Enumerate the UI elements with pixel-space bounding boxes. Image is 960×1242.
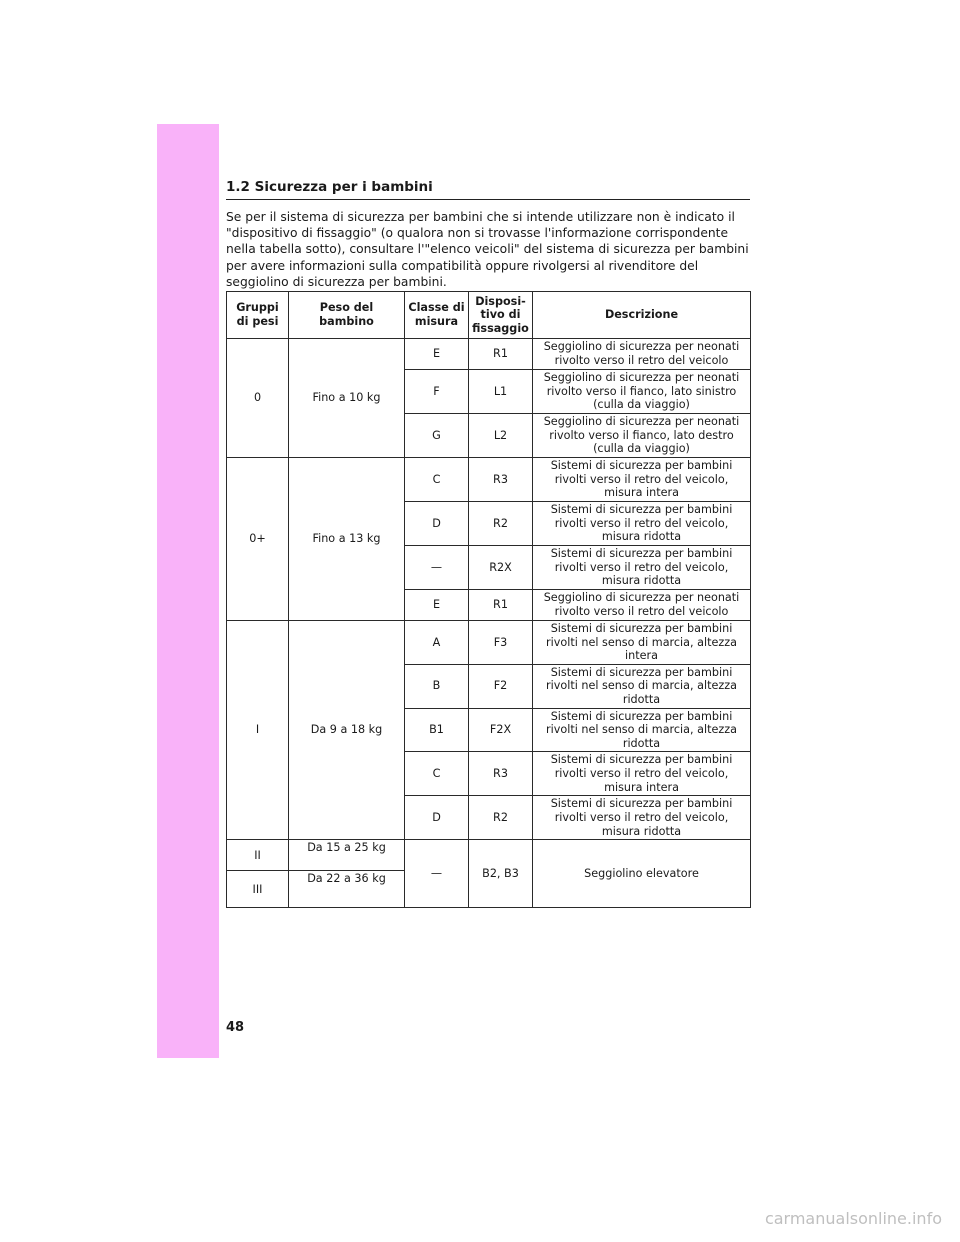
fixture-cell: R2 — [469, 796, 533, 840]
description-cell: Sistemi di sicurezza per bambini rivolti nel senso di marcia, altezza ridotta — [533, 664, 751, 708]
description-cell: Seggiolino elevatore — [533, 840, 751, 908]
table-row — [227, 621, 751, 665]
fixture-cell: R1 — [469, 590, 533, 621]
weight-group-cell: II — [227, 840, 289, 871]
footer-watermark: carmanualsonline.info — [764, 1209, 942, 1228]
weight-group-cell: I — [227, 621, 289, 840]
fixture-cell: R1 — [469, 339, 533, 370]
child-weight-cell: Da 22 a 36 kg — [289, 871, 405, 908]
fixture-cell: R2X — [469, 546, 533, 590]
child-weight-cell: Fino a 13 kg — [289, 458, 405, 621]
size-class-cell: — — [405, 546, 469, 590]
weight-group-cell: 0+ — [227, 458, 289, 621]
description-cell: Sistemi di sicurezza per bambini rivolti verso il retro del veicolo, misura intera — [533, 458, 751, 502]
size-class-cell: E — [405, 339, 469, 370]
description-cell: Sistemi di sicurezza per bambini rivolti nel senso di marcia, altezza ridotta — [533, 708, 751, 752]
description-cell: Sistemi di sicurezza per bambini rivolti nel senso di marcia, altezza intera — [533, 621, 751, 665]
isofix-table — [226, 291, 751, 908]
size-class-cell: — — [405, 840, 469, 908]
intro-paragraph: Se per il sistema di sicurezza per bambini che si intende utilizzare non è indicato il "dispositivo di fissaggio" (o qualora non si trovasse l'informazione corrispondente nella tabella sotto), consultare l'"elenco veicoli" del sistema di sicurezza per bambini per avere informazioni sulla compatibilità oppure rivolgersi al rivenditore del seggiolino di sicurezza per bambini. — [226, 210, 749, 289]
size-class-cell: G — [405, 414, 469, 458]
size-class-cell: E — [405, 590, 469, 621]
size-class-cell: D — [405, 796, 469, 840]
table-row — [227, 840, 751, 871]
fixture-cell: R2 — [469, 502, 533, 546]
fixture-cell: F2X — [469, 708, 533, 752]
child-weight-cell: Da 15 a 25 kg — [289, 840, 405, 871]
description-cell: Sistemi di sicurezza per bambini rivolti verso il retro del veicolo, misura ridotta — [533, 796, 751, 840]
description-cell: Sistemi di sicurezza per bambini rivolti verso il retro del veicolo, misura ridotta — [533, 546, 751, 590]
size-class-cell: C — [405, 752, 469, 796]
description-cell: Seggiolino di sicurezza per neonati rivolto verso il retro del veicolo — [533, 339, 751, 370]
child-weight-cell: Da 9 a 18 kg — [289, 621, 405, 840]
weight-group-cell: 0 — [227, 339, 289, 458]
size-class-cell: C — [405, 458, 469, 502]
section-title: 1.2 Sicurezza per i bambini — [226, 179, 750, 200]
size-class-cell: D — [405, 502, 469, 546]
size-class-cell: F — [405, 370, 469, 414]
fixture-cell: R3 — [469, 752, 533, 796]
fixture-cell: L1 — [469, 370, 533, 414]
table-row — [227, 339, 751, 370]
chapter-side-tab — [157, 124, 219, 1058]
table-body — [227, 339, 751, 908]
description-cell: Seggiolino di sicurezza per neonati rivolto verso il fianco, lato destro (culla da viaggio) — [533, 414, 751, 458]
fixture-cell: B2, B3 — [469, 840, 533, 908]
description-cell: Seggiolino di sicurezza per neonati rivolto verso il fianco, lato sinistro (culla da viaggio) — [533, 370, 751, 414]
description-cell: Sistemi di sicurezza per bambini rivolti verso il retro del veicolo, misura intera — [533, 752, 751, 796]
child-weight-cell: Fino a 10 kg — [289, 339, 405, 458]
size-class-cell: B — [405, 664, 469, 708]
fixture-cell: F2 — [469, 664, 533, 708]
fixture-cell: F3 — [469, 621, 533, 665]
header-size-class: Classe di misura — [405, 292, 469, 339]
fixture-cell: R3 — [469, 458, 533, 502]
weight-group-cell: III — [227, 871, 289, 908]
table-header-row — [227, 292, 751, 339]
size-class-cell: A — [405, 621, 469, 665]
fixture-cell: L2 — [469, 414, 533, 458]
header-weight-group: Gruppi di pesi — [227, 292, 289, 339]
description-cell: Seggiolino di sicurezza per neonati rivolto verso il retro del veicolo — [533, 590, 751, 621]
table-row — [227, 458, 751, 502]
header-description: Descrizione — [533, 292, 751, 339]
page-number: 48 — [226, 1020, 245, 1035]
description-cell: Sistemi di sicurezza per bambini rivolti verso il retro del veicolo, misura ridotta — [533, 502, 751, 546]
size-class-cell: B1 — [405, 708, 469, 752]
header-child-weight: Peso del bambino — [289, 292, 405, 339]
header-fixture: Disposi-tivo di fissaggio — [469, 292, 533, 339]
